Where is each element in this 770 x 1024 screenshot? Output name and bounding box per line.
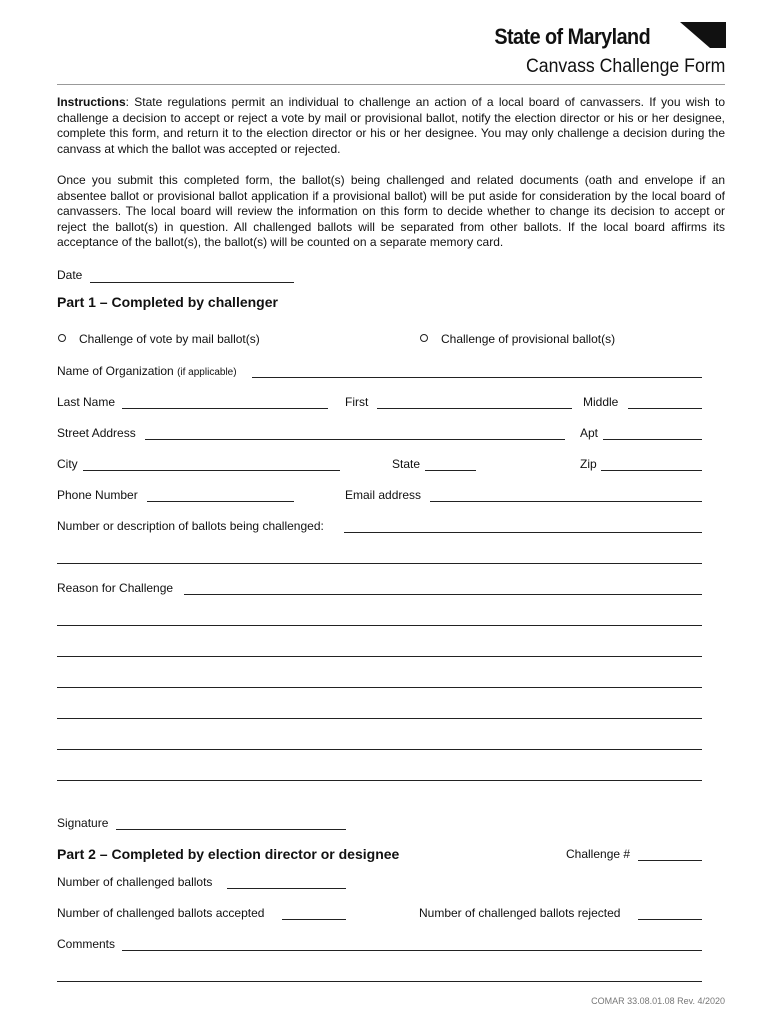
apt-field[interactable] [603,439,702,440]
form-title: Canvass Challenge Form [525,56,725,77]
comments-line-2[interactable] [57,981,702,982]
reason-field[interactable] [184,594,702,595]
reason-line-3[interactable] [57,656,702,657]
street-address-label: Street Address [57,426,136,440]
num-challenged-label: Number of challenged ballots [57,875,213,889]
organization-label-text: Name of Organization [57,364,174,378]
num-rejected-label: Number of challenged ballots rejected [419,906,621,920]
email-label: Email address [345,488,422,502]
organization-field[interactable] [252,377,702,378]
city-field[interactable] [83,470,340,471]
challenge-number-field[interactable] [638,860,702,861]
submission-paragraph: Once you submit this completed form, the ballot(s) being challenged and related documents (oath and envelope if an absentee ballot or provisional ballot application if a provisional ballot) will be put aside for consideration by the local board of canvassers. The local board will review the information on this form to decide whether to change its decision to accept or reject the ballot(s) in question. All challenged ballots will be separated from other ballots. If the local board affirms its acceptance of the ballot(s), the ballot(s) will be counted on a separate memory card. [57,173,725,250]
last-name-field[interactable] [122,408,328,409]
state-label: State [392,457,421,471]
signature-field[interactable] [116,829,346,830]
reason-line-2[interactable] [57,625,702,626]
mail-ballot-label: Challenge of vote by mail ballot(s) [79,332,260,346]
reason-line-4[interactable] [57,687,702,688]
instructions-paragraph [57,95,725,157]
instructions-text: : State regulations permit an individual to challenge an action of a local board of canvassers. If you wish to challenge a decision to accept or reject a vote by mail or provisional ballot, notify the election director or his or her designee, complete this form, and return it to the election director or his or her designee. You may only challenge a decision during the canvass at which the ballot was accepted or rejected. [57,95,725,156]
state-field[interactable] [425,470,476,471]
first-name-field[interactable] [377,408,572,409]
date-field[interactable] [90,282,294,283]
email-field[interactable] [430,501,702,502]
last-name-label: Last Name [57,395,116,409]
provisional-ballot-radio[interactable] [420,334,428,342]
middle-name-field[interactable] [628,408,702,409]
ballots-description-label: Number or description of ballots being challenged: [57,519,324,533]
comments-label: Comments [57,937,116,951]
challenge-number-label: Challenge # [566,847,631,861]
reason-label: Reason for Challenge [57,581,174,595]
phone-field[interactable] [147,501,294,502]
reason-line-6[interactable] [57,749,702,750]
corner-tab-icon [680,22,726,48]
reason-line-7[interactable] [57,780,702,781]
zip-field[interactable] [601,470,702,471]
date-label: Date [57,268,83,282]
part2-heading: Part 2 – Completed by election director or designee [57,846,400,862]
num-accepted-label: Number of challenged ballots accepted [57,906,265,920]
phone-label: Phone Number [57,488,138,502]
signature-label: Signature [57,816,109,830]
reason-line-5[interactable] [57,718,702,719]
instructions-label: Instructions [57,95,126,109]
city-label: City [57,457,78,471]
middle-name-label: Middle [583,395,619,409]
num-challenged-field[interactable] [227,888,346,889]
form-state-title: State of Maryland [494,24,650,49]
street-address-field[interactable] [145,439,565,440]
apt-label: Apt [580,426,599,440]
organization-label [57,364,237,378]
num-rejected-field[interactable] [638,919,702,920]
provisional-ballot-label: Challenge of provisional ballot(s) [441,332,616,346]
ballots-description-field[interactable] [344,532,702,533]
first-name-label: First [345,395,369,409]
zip-label: Zip [580,457,597,471]
organization-note: (if applicable) [177,367,237,378]
num-accepted-field[interactable] [282,919,346,920]
comments-field[interactable] [122,950,702,951]
form-revision-footer: COMAR 33.08.01.08 Rev. 4/2020 [591,996,725,1006]
ballots-description-line-2[interactable] [57,563,702,564]
part1-heading: Part 1 – Completed by challenger [57,294,278,310]
header-divider [57,84,725,85]
mail-ballot-radio[interactable] [58,334,66,342]
